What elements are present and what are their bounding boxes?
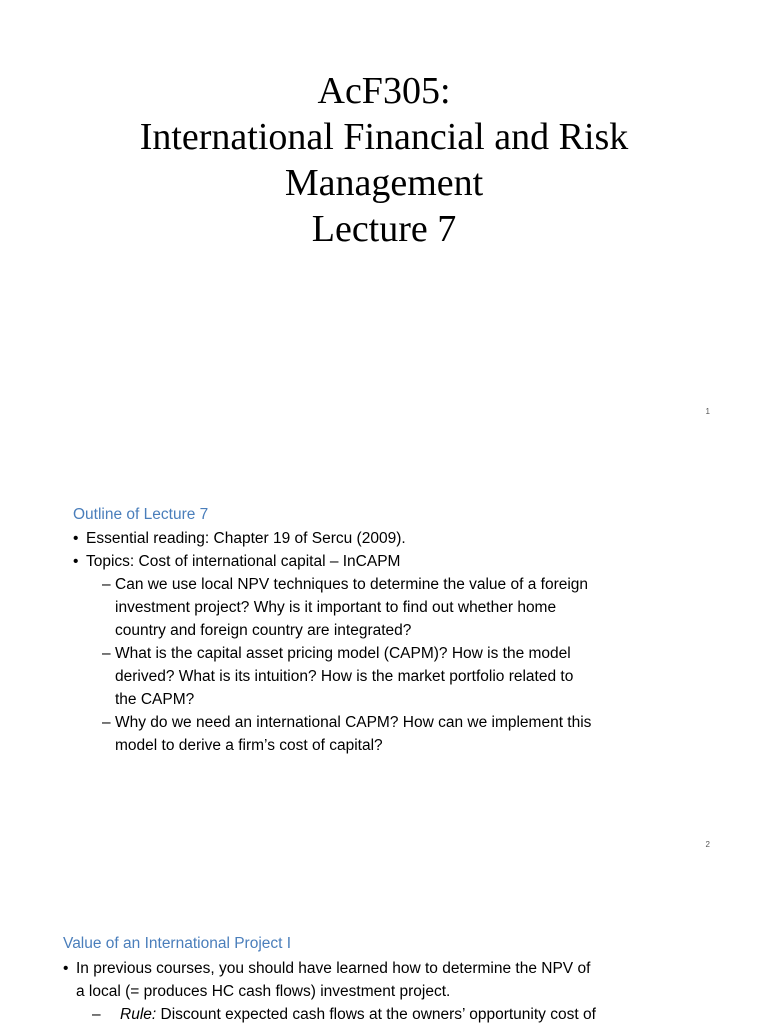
rule-label: Rule: bbox=[120, 1006, 157, 1023]
page-number: 1 bbox=[705, 407, 710, 416]
slide-heading: Value of an International Project I bbox=[63, 935, 292, 952]
sub-bullet-text: Discount expected cash flows at the owners’ opportunity cost of bbox=[160, 1006, 596, 1023]
sub-bullet-line: the CAPM? bbox=[115, 691, 195, 708]
sub-bullet-line: – Can we use local NPV techniques to determine the value of a foreign bbox=[115, 576, 589, 593]
sub-bullet-line: country and foreign country are integrated? bbox=[115, 622, 412, 639]
bullet-list bbox=[63, 957, 743, 1026]
title-line: International Financial and Risk bbox=[139, 116, 629, 158]
bullet-item bbox=[63, 957, 743, 1003]
bullet-line: a local (= produces HC cash flows) investment project. bbox=[76, 983, 451, 1000]
sub-bullet-line: derived? What is its intuition? How is the market portfolio related to bbox=[115, 668, 574, 685]
bullet-item: • Topics: Cost of international capital – InCAPM bbox=[73, 550, 713, 573]
sub-bullet-item bbox=[63, 1003, 743, 1026]
title-line: AcF305: bbox=[317, 70, 451, 112]
sub-bullet-line: – What is the capital asset pricing model (CAPM)? How is the model bbox=[115, 645, 571, 662]
slide-heading: Outline of Lecture 7 bbox=[73, 506, 209, 523]
bullet-item: • Essential reading: Chapter 19 of Sercu (2009). bbox=[73, 527, 713, 550]
bullet-line: • In previous courses, you should have learned how to determine the NPV of bbox=[76, 960, 591, 977]
title-line: Lecture 7 bbox=[311, 208, 457, 250]
sub-bullet-line: investment project? Why is it important to find out whether home bbox=[115, 599, 557, 616]
sub-bullet-line: – Why do we need an international CAPM? How can we implement this bbox=[115, 714, 592, 731]
title-line: Management bbox=[284, 162, 484, 204]
page-number: 2 bbox=[705, 840, 710, 849]
sub-bullet-line: model to derive a firm’s cost of capital? bbox=[115, 737, 383, 754]
